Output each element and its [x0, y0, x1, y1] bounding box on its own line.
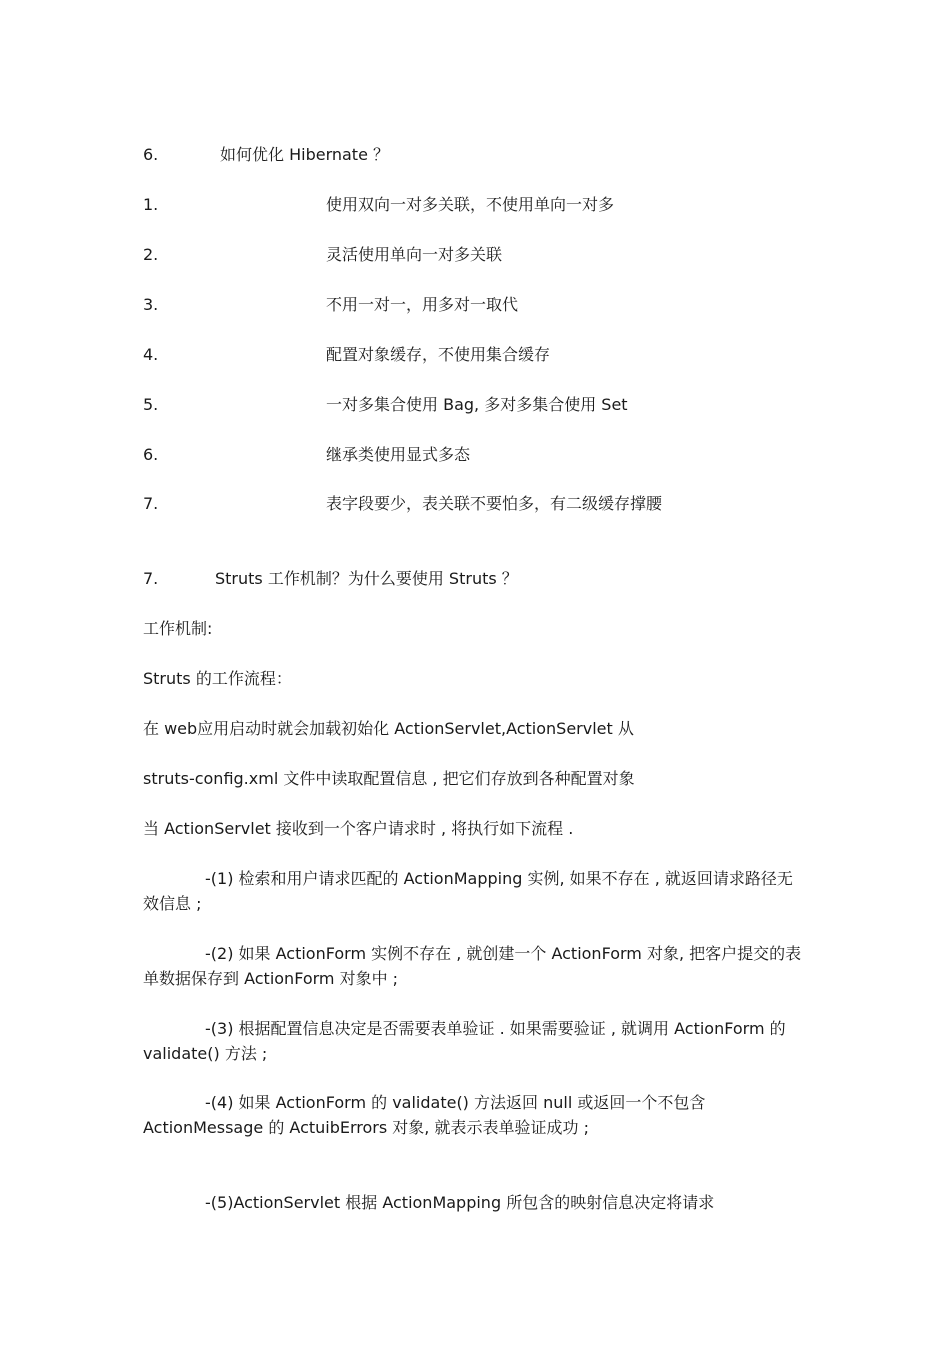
list-item-number: 3.: [143, 295, 159, 314]
q6-title: 如何优化 Hibernate ？: [220, 145, 390, 164]
flow-step: -(3) 根据配置信息决定是否需要表单验证 . 如果需要验证 , 就调用 ActionForm 的 validate() 方法 ;: [143, 1019, 786, 1063]
q6-number: 6.: [143, 145, 159, 164]
list-item-number: 7.: [143, 494, 159, 513]
flow-step: -(5)ActionServlet 根据 ActionMapping 所包含的映射信息决定将请求: [205, 1193, 715, 1212]
list-item-text: 使用双向一对多关联，不使用单向一对多: [326, 195, 615, 214]
list-item-number: 2.: [143, 245, 159, 264]
list-item-text: 一对多集合使用 Bag, 多对多集合使用 Set: [326, 395, 628, 414]
paragraph-line-text: 当 ActionServlet 接收到一个客户请求时 , 将执行如下流程 .: [143, 819, 574, 838]
list-item-number: 4.: [143, 345, 159, 364]
mechanism-label-text: 工作机制:: [143, 619, 213, 638]
list-item-text: 表字段要少，表关联不要怕多，有二级缓存撑腰: [326, 494, 663, 513]
list-item-text: 不用一对一，用多对一取代: [326, 295, 519, 314]
flow-step: -(2) 如果 ActionForm 实例不存在 , 就创建一个 ActionForm 对象, 把客户提交的表单数据保存到 ActionForm 对象中 ;: [143, 944, 802, 988]
q7-title: Struts 工作机制？为什么要使用 Struts ？: [215, 569, 518, 588]
list-item-number: 1.: [143, 195, 159, 214]
flow-step: -(1) 检索和用户请求匹配的 ActionMapping 实例, 如果不存在 , 就返回请求路径无效信息 ;: [143, 869, 793, 913]
q7-number: 7.: [143, 569, 159, 588]
paragraph-line-text: 在 web应用启动时就会加载初始化 ActionServlet,ActionServlet 从: [143, 719, 634, 738]
list-item-number: 5.: [143, 395, 159, 414]
paragraph-line-text: struts-config.xml 文件中读取配置信息 , 把它们存放到各种配置对象: [143, 769, 635, 788]
flow-label-text: Struts 的工作流程：: [143, 669, 292, 688]
list-item-text: 灵活使用单向一对多关联: [326, 245, 503, 264]
list-item-text: 配置对象缓存，不使用集合缓存: [326, 345, 551, 364]
flow-step: -(4) 如果 ActionForm 的 validate() 方法返回 null 或返回一个不包含 ActionMessage 的 ActuibErrors 对象, 就表示表单验证成功 ;: [143, 1093, 706, 1137]
list-item-number: 6.: [143, 445, 159, 464]
list-item-text: 继承类使用显式多态: [326, 445, 471, 464]
